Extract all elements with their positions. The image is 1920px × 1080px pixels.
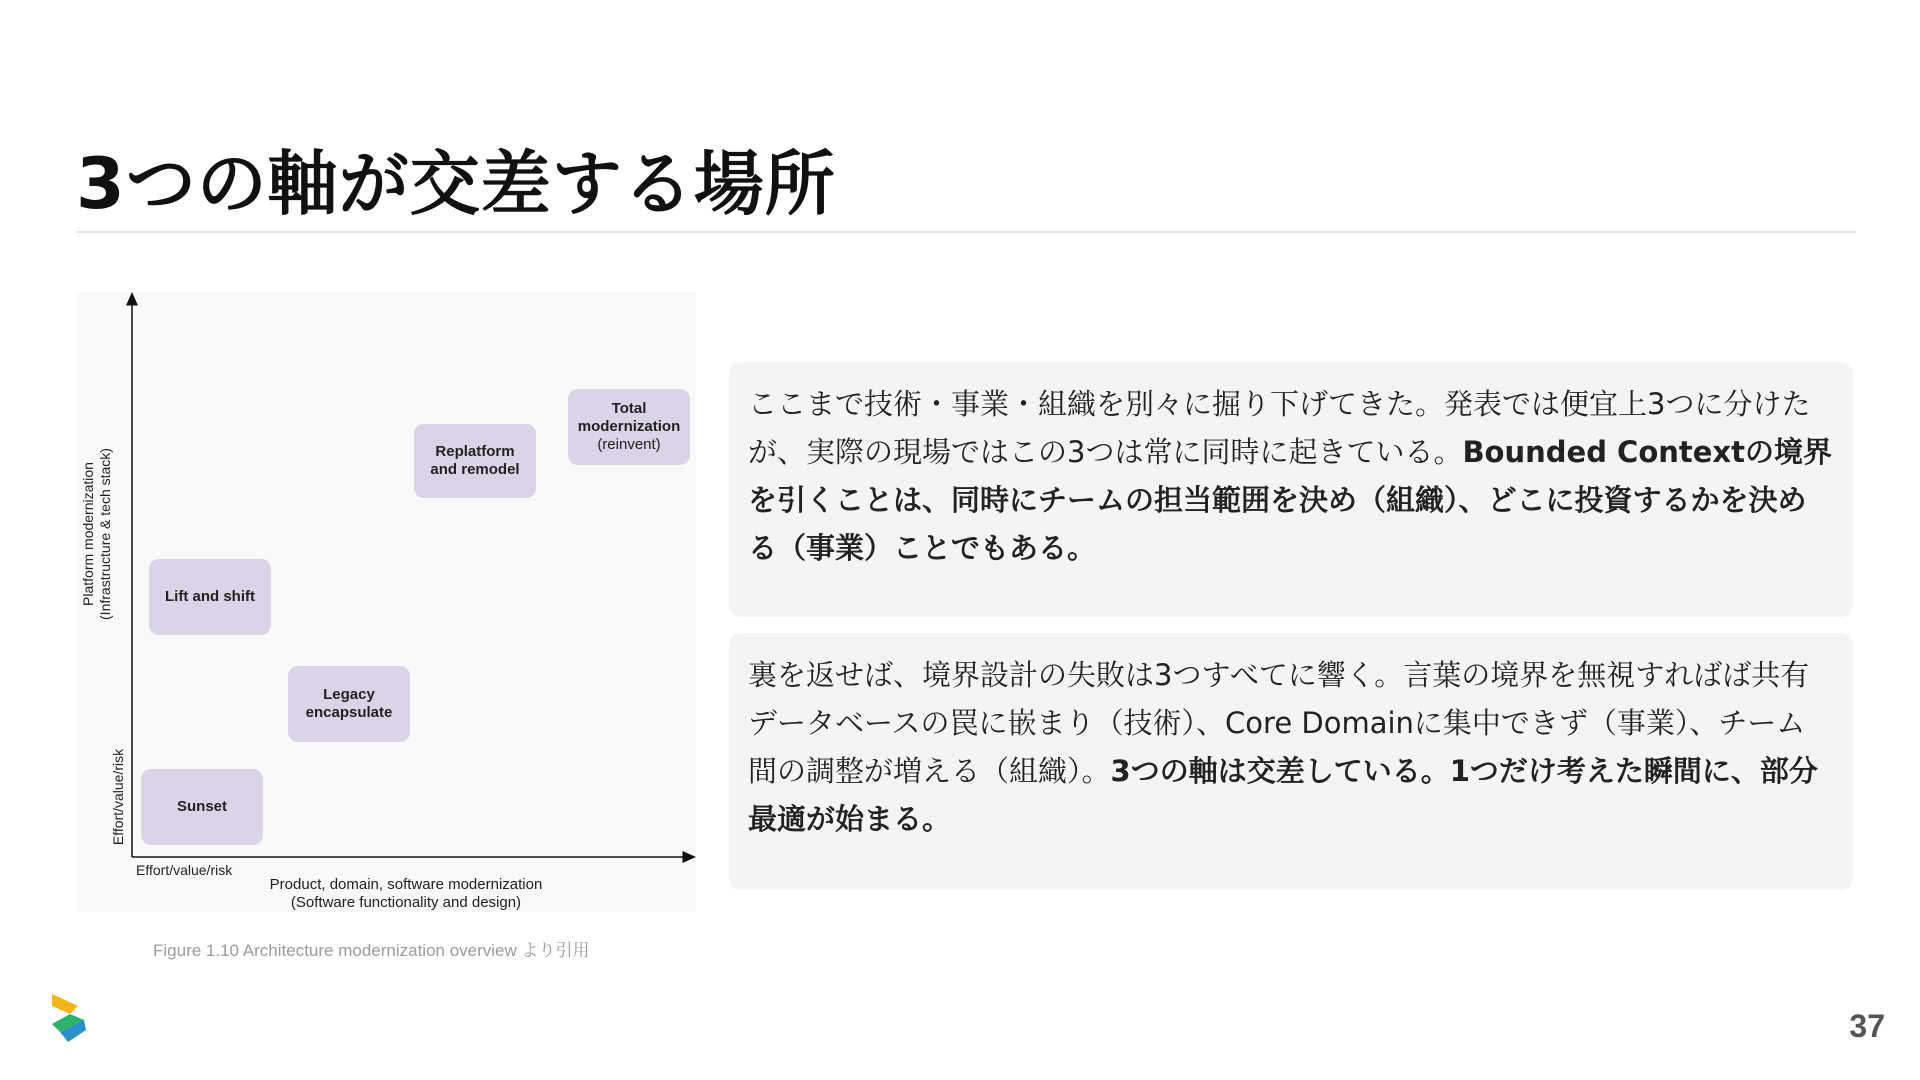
y-axis-origin-label: Effort/value/risk	[110, 748, 126, 846]
box-lift-and-shift: Lift and shift	[149, 559, 271, 635]
modernization-figure	[76, 292, 696, 912]
figure-caption: Figure 1.10 Architecture modernization overview より引用	[153, 941, 590, 960]
x-axis-label: Product, domain, software modernization (Software functionality and design)	[269, 876, 543, 911]
card2-emphasis: 3つの軸は交差している。1つだけ考えた瞬間に、部分最適が始まる。	[748, 754, 1818, 836]
title-divider	[76, 231, 1856, 233]
explanation-card-2	[729, 633, 1853, 890]
card1-emphasis: Bounded Contextの境界を引くことは、同時にチームの担当範囲を決め（組織）、どこに投資するかを決める（事業）ことでもある。	[748, 435, 1833, 565]
page-number: 37	[1849, 1008, 1885, 1044]
card1-text: ここまで技術・事業・組織を別々に掘り下げてきた。発表では便宜上3つに分けたが、実際の現場ではこの3つは常に同時に起きている。	[748, 387, 1811, 469]
box-replatform: Replatform and remodel	[414, 424, 536, 498]
y-axis-label: Platform modernization (Infrastructure & tech stack)	[80, 448, 113, 620]
slide-title: 3つの軸が交差する場所	[76, 143, 836, 225]
box-total-modernization: Total modernization (reinvent)	[568, 389, 690, 465]
x-axis-origin-label: Effort/value/risk	[136, 862, 233, 878]
box-legacy-encapsulate: Legacy encapsulate	[288, 666, 410, 742]
explanation-card-1	[729, 362, 1853, 617]
card2-text: 裏を返せば、境界設計の失敗は3つすべてに響く。言葉の境界を無視すればば共有データベースの罠に嵌まり（技術）、Core Domainに集中できず（事業）、チーム間の調整が増える（組織）。	[748, 658, 1810, 788]
box-sunset: Sunset	[141, 769, 263, 845]
company-logo-icon	[48, 990, 90, 1050]
